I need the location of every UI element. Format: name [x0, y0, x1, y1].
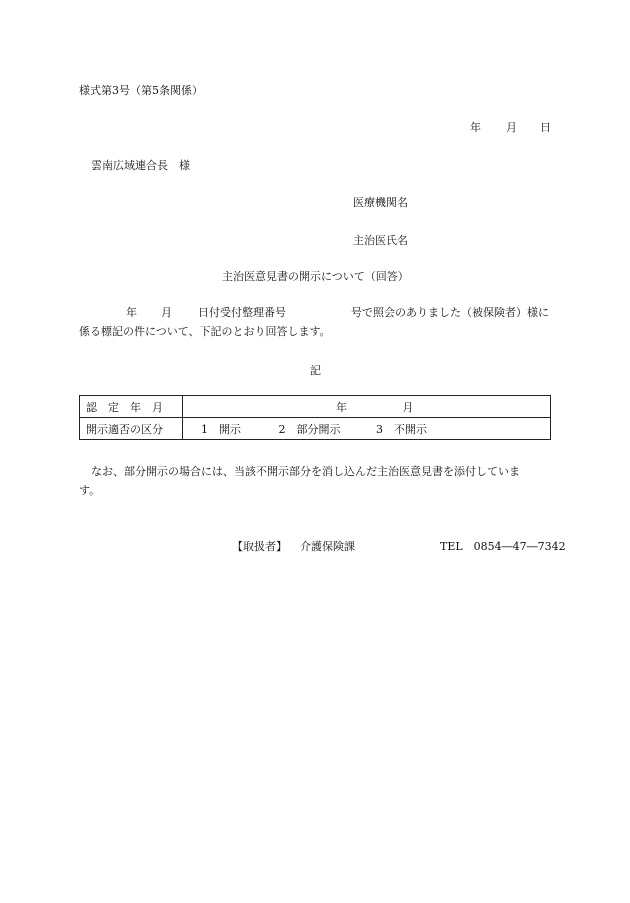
note-line1: なお、部分開示の場合には、当該不開示部分を消し込んだ主治医意見書を添付していま	[91, 465, 520, 478]
date-year: 年	[470, 121, 481, 134]
info-table	[79, 395, 551, 440]
disclosure-label: 開示適否の区分	[80, 418, 183, 440]
date-day: 日	[540, 121, 551, 134]
cert-year: 年	[336, 400, 347, 414]
option-partial: 2 部分開示	[278, 422, 341, 436]
body-mid: 号で照会のありました（被保険者）様に	[351, 306, 549, 319]
ki-heading: 記	[310, 364, 321, 377]
date-month: 月	[506, 121, 517, 134]
institution-label: 医療機関名	[353, 196, 408, 209]
body-year: 年	[126, 306, 137, 319]
certification-label: 認 定 年 月	[80, 396, 183, 418]
table-row	[80, 396, 551, 418]
document-title: 主治医意見書の開示について（回答）	[222, 270, 409, 283]
footer-handler: 【取扱者】	[232, 540, 287, 553]
cert-month: 月	[402, 400, 414, 414]
footer-dept: 介護保険課	[300, 540, 355, 553]
certification-value	[183, 396, 551, 418]
body-line2: 係る標記の件について、下記のとおり回答します。	[79, 325, 331, 338]
option-disclose: 1 開示	[201, 422, 241, 436]
addressee: 雲南広域連合長 様	[91, 159, 190, 172]
form-number: 様式第3号（第5条関係）	[79, 84, 203, 97]
disclosure-options	[183, 418, 551, 440]
option-nondisclose: 3 不開示	[376, 422, 427, 436]
body-date-receipt: 日付受付整理番号	[198, 306, 286, 319]
note-line2: す。	[79, 484, 101, 497]
doctor-label: 主治医氏名	[353, 234, 408, 247]
footer-tel: TEL 0854―47―7342	[440, 540, 566, 553]
table-row	[80, 418, 551, 440]
body-month: 月	[161, 306, 172, 319]
